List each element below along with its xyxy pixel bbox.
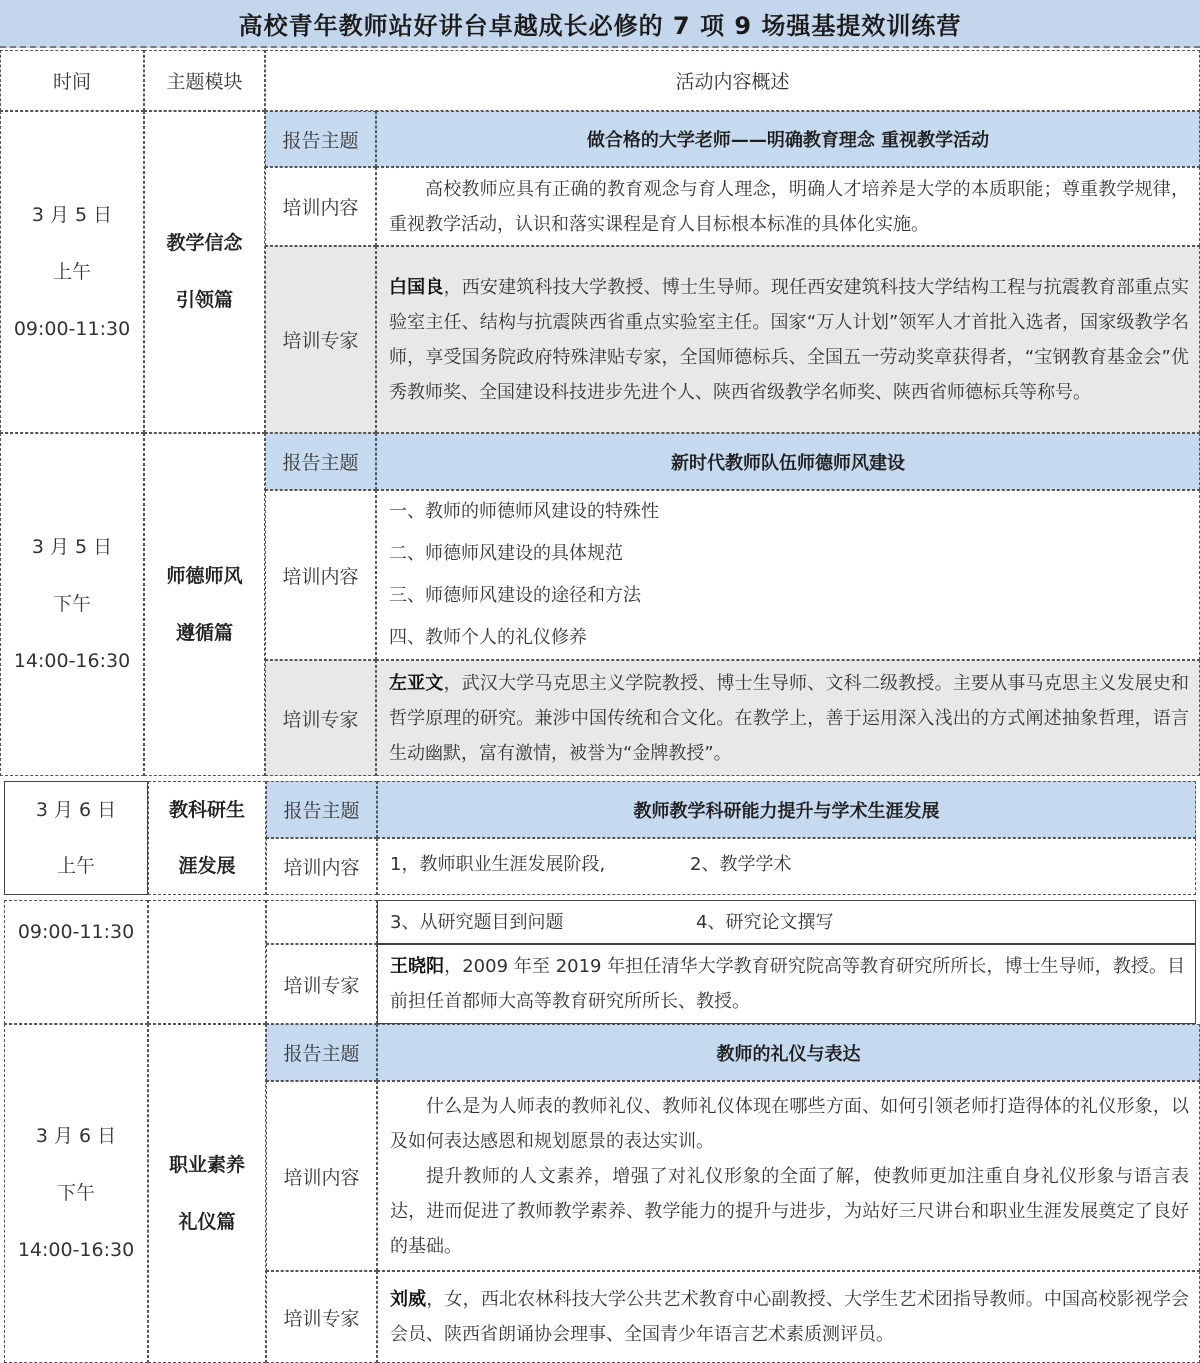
- content-list-item: 2、教学学术: [690, 854, 792, 875]
- content-label: 培训内容: [265, 167, 376, 246]
- content-list-item: 四、教师个人的礼仪修养: [389, 627, 587, 648]
- session-3-module-continued: [148, 900, 266, 1024]
- session-period: 上午: [52, 260, 91, 283]
- module-line: 引领篇: [175, 289, 233, 311]
- session-1-topic: 做合格的大学老师——明确教育理念 重视教学活动: [376, 111, 1200, 167]
- content-list-item: 三、师德师风建设的途径和方法: [389, 585, 641, 606]
- module-line: 职业素养: [168, 1153, 245, 1176]
- expert-name: 王晓阳: [390, 956, 445, 977]
- session-3-module-cell: [148, 781, 266, 895]
- module-line: 礼仪篇: [178, 1210, 236, 1233]
- topic-label: 报告主题: [265, 433, 376, 490]
- content-label: 培训内容: [266, 838, 377, 895]
- module-line: 教科研生: [168, 799, 245, 821]
- header-overview: 活动内容概述: [265, 50, 1200, 111]
- content-paragraph: 提升教师的人文素养，增强了对礼仪形象的全面了解，使教师更加注重自身礼仪形象与语言表达，进而促进了教师教学素养、教学能力的提升与进步，为站好三尺讲台和职业生涯发展奠定了良好的基础。: [390, 1165, 1189, 1257]
- content-paragraph: 什么是为人师表的教师礼仪、教师礼仪体现在哪些方面、如何引领老师打造得体的礼仪形象，以及如何表达感恩和规划愿景的表达实训。: [390, 1095, 1189, 1152]
- session-3-content-row-2: [377, 900, 1196, 944]
- session-date: 3 月 5 日: [31, 536, 113, 558]
- expert-label: 培训专家: [266, 944, 377, 1024]
- session-4-content: [377, 1081, 1200, 1271]
- session-period: 下午: [52, 593, 91, 615]
- session-period: 下午: [56, 1182, 95, 1204]
- session-2-topic: 新时代教师队伍师德师风建设: [376, 433, 1200, 490]
- content-label: 培训内容: [265, 490, 376, 660]
- expert-label: 培训专家: [266, 1271, 377, 1363]
- expert-bio: ，西安建筑科技大学教授、博士生导师。现任西安建筑科技大学结构工程与抗震教育部重点实验室主任、结构与抗震陕西省重点实验室主任。国家“万人计划”领军人才首批入选者，国家级教学名师，享受国务院政府特殊津贴专家，全国师德标兵、全国五一劳动奖章获得者，“宝钢教育基金会”优秀教师奖、全国建设科技进步先进个人、陕西省级教学名师奖、陕西省师德标兵等称号。: [389, 276, 1189, 403]
- module-line: 教学信念: [166, 232, 243, 254]
- session-4-module-cell: [148, 1024, 266, 1363]
- content-list-item: 4、研究论文撰写: [696, 911, 834, 933]
- session-time: 14:00-16:30: [17, 1239, 135, 1261]
- session-date: 3 月 6 日: [35, 799, 117, 821]
- session-4-expert: [377, 1271, 1200, 1363]
- session-date: 3 月 6 日: [35, 1125, 117, 1147]
- expert-name: 刘威: [390, 1289, 427, 1310]
- content-label-continued: [266, 900, 377, 944]
- session-3-expert: [377, 944, 1196, 1024]
- module-line: 师德师风: [166, 564, 243, 587]
- expert-bio: ，女，西北农林科技大学公共艺术教育中心副教授、大学生艺术团指导教师。中国高校影视学会会员、陕西省朗诵协会理事、全国青少年语言艺术素质测评员。: [390, 1289, 1189, 1345]
- session-2-time-cell: [0, 433, 144, 776]
- content-paragraph: 高校教师应具有正确的教育观念与育人理念，明确人才培养是大学的本质职能；尊重教学规律，重视教学活动，认识和落实课程是育人目标根本标准的具体化实施。: [389, 178, 1189, 235]
- session-1-content: [376, 167, 1200, 246]
- session-3-time-cell: 09:00-11:30: [4, 900, 148, 1024]
- expert-name: 左亚文: [389, 672, 444, 694]
- session-1-expert: [376, 246, 1200, 433]
- content-list-item: 1，教师职业生涯发展阶段,: [390, 854, 606, 875]
- session-time: 14:00-16:30: [13, 650, 131, 672]
- session-2-content-list: [376, 490, 1200, 660]
- session-date: 3 月 5 日: [31, 203, 113, 226]
- expert-name: 白国良: [389, 276, 444, 298]
- module-line: 遵循篇: [175, 621, 233, 644]
- header-module: 主题模块: [144, 50, 265, 111]
- session-1-module-cell: [144, 111, 265, 433]
- session-4-topic: 教师的礼仪与表达: [377, 1024, 1200, 1081]
- content-list-item: 一、教师的师德师风建设的特殊性: [389, 501, 659, 522]
- content-list-item: 3、从研究题目到问题: [390, 911, 564, 933]
- module-line: 涯发展: [178, 855, 236, 877]
- session-3-date-cell: [4, 781, 148, 895]
- session-3-topic: 教师教学科研能力提升与学术生涯发展: [377, 781, 1196, 838]
- page-title: 高校青年教师站好讲台卓越成长必修的 7 项 9 场强基提效训练营: [0, 0, 1200, 48]
- expert-label: 培训专家: [265, 660, 376, 776]
- session-4-time-cell: [4, 1024, 148, 1363]
- expert-label: 培训专家: [265, 246, 376, 433]
- session-1-time-cell: [0, 111, 144, 433]
- topic-label: 报告主题: [266, 1024, 377, 1081]
- content-label: 培训内容: [266, 1081, 377, 1271]
- expert-bio: ，2009 年至 2019 年担任清华大学教育研究院高等教育研究所所长，博士生导师，教授。目前担任首都师大高等教育研究所所长、教授。: [390, 956, 1186, 1012]
- topic-label: 报告主题: [266, 781, 377, 838]
- expert-bio: ，武汉大学马克思主义学院教授、博士生导师、文科二级教授。主要从事马克思主义发展史和哲学原理的研究。兼涉中国传统和合文化。在教学上，善于运用深入浅出的方式阐述抽象哲理，语言生动幽默，富有激情，被誉为“金牌教授”。: [389, 672, 1189, 764]
- header-time: 时间: [0, 50, 144, 111]
- session-period: 上午: [56, 855, 95, 877]
- topic-label: 报告主题: [265, 111, 376, 167]
- session-2-module-cell: [144, 433, 265, 776]
- session-3-content-row-1: [377, 838, 1196, 895]
- content-list-item: 二、师德师风建设的具体规范: [389, 543, 623, 564]
- session-2-expert: [376, 660, 1200, 776]
- session-time: 09:00-11:30: [13, 317, 131, 340]
